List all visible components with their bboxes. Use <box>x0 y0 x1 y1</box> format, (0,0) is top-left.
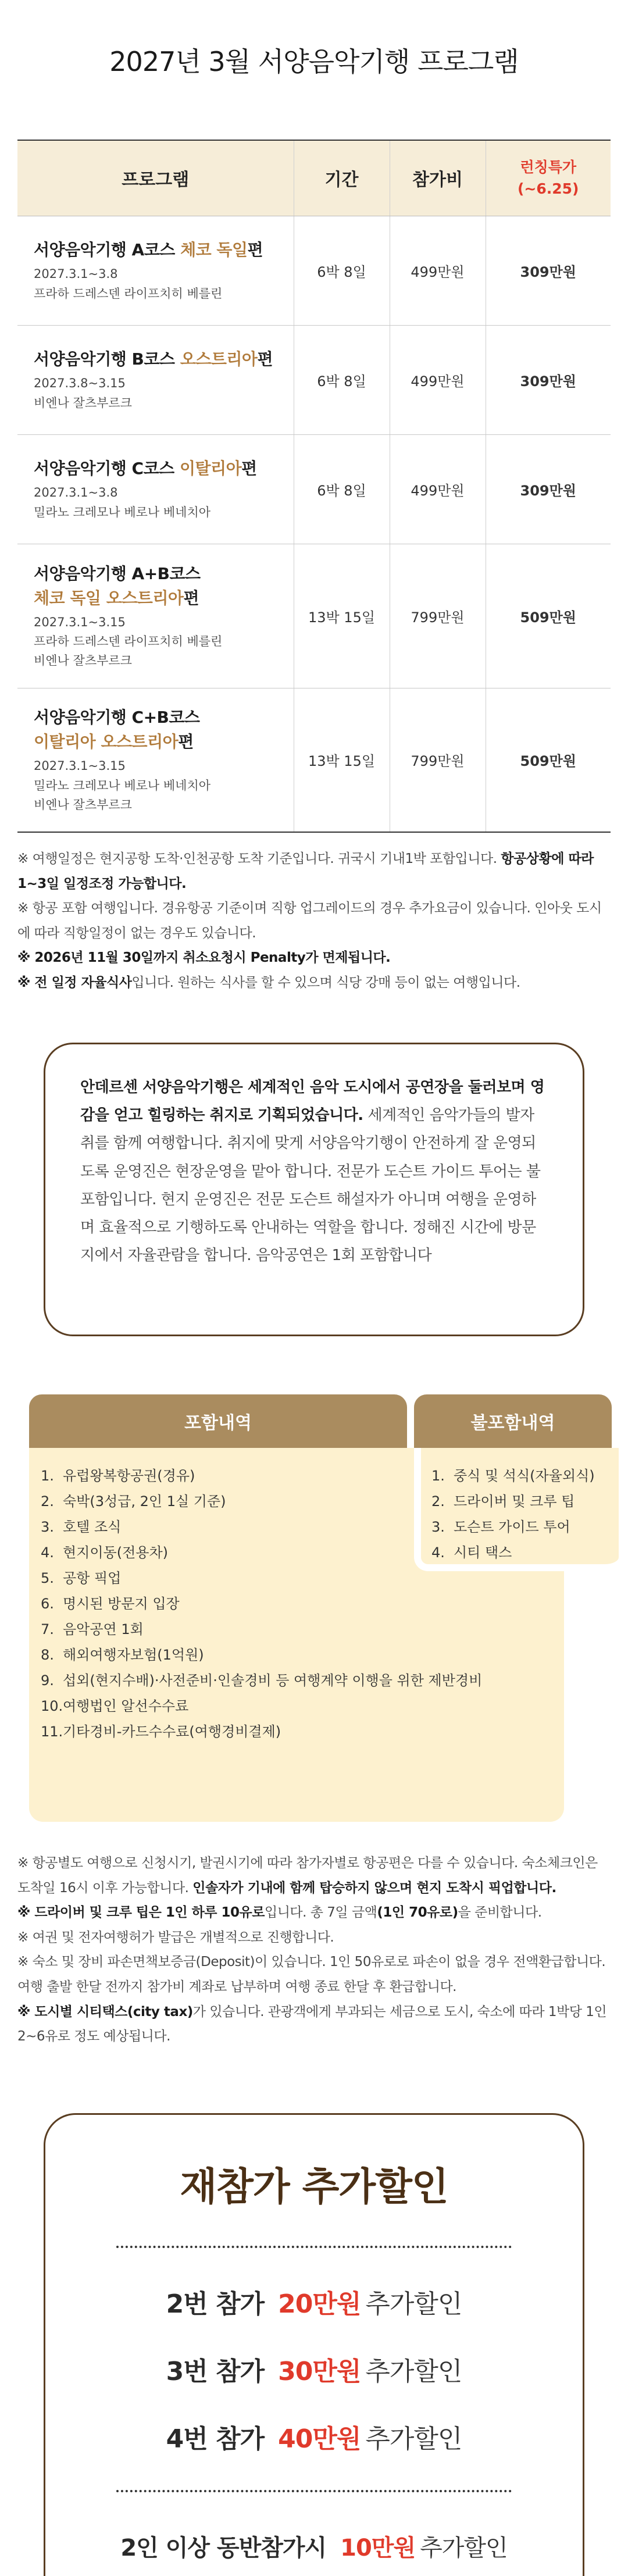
list-item-number: 9. <box>41 1672 54 1689</box>
included-title: 포함내역 <box>29 1394 407 1448</box>
program-name-suffix: 편 <box>257 349 273 369</box>
special-price-cell: 309만원 <box>486 434 611 544</box>
list-item-number: 10. <box>41 1698 63 1715</box>
fee-cell: 799만원 <box>390 688 486 832</box>
table-row <box>17 688 611 832</box>
program-date: 2027.3.1~3.8 <box>34 485 118 499</box>
discount-label: 3번 참가 <box>166 2356 265 2386</box>
note-bold: ※ 전 일정 자율식사 <box>17 975 132 990</box>
program-name-prefix: 서양음악기행 B코스 <box>34 349 180 369</box>
list-item-number: 3. <box>431 1519 445 1536</box>
note-bold: ※ 드라이버 및 크루 팁은 1인 하루 10유로 <box>17 1905 265 1921</box>
intro-bold: 안데르센 서양음악기행은 세계적인 음악 도시에서 공연장을 둘러보며 영감을 얻고 힐링하는 취지로 기획되었습니다. <box>80 1079 545 1125</box>
discount-tail: 추가할인 <box>365 2289 462 2319</box>
list-item-number: 4. <box>431 1544 445 1561</box>
list-item <box>41 1693 482 1719</box>
period-cell: 6박 8일 <box>294 216 390 325</box>
list-item-number: 5. <box>41 1570 54 1587</box>
list-item-number: 6. <box>41 1596 54 1612</box>
program-date: 2027.3.8~3.15 <box>34 376 126 390</box>
note-text: 입니다. 총 7일 금액 <box>264 1905 377 1921</box>
list-item <box>41 1591 482 1617</box>
header-special-deadline: (~6.25) <box>518 180 579 198</box>
list-item <box>41 1617 482 1642</box>
program-name <box>34 238 294 262</box>
rejoin-title: 재참가 추가할인 <box>180 2164 448 2209</box>
program-cell <box>17 688 294 832</box>
period-cell: 6박 8일 <box>294 325 390 434</box>
note-flight: ※ 항공 포함 여행입니다. 경유항공 기준이며 직항 업그레이드의 경우 추가요금이 있습니다. 인아웃 도시에 따라 직항일정이 없는 경우도 있습니다. <box>17 901 602 941</box>
list-item-text: 섭외(현지수배)·사전준비·인솔경비 등 여행계약 이행을 위한 제반경비 <box>63 1672 483 1689</box>
list-item-number: 8. <box>41 1647 54 1664</box>
discount-tail: 추가할인 <box>365 2356 462 2386</box>
excluded-title: 불포함내역 <box>414 1394 612 1448</box>
note-text: ※ 여행일정은 현지공항 도착·인천공항 도착 기준입니다. 귀국시 기내1박 포함입니다. <box>17 851 501 866</box>
special-price-cell: 509만원 <box>486 544 611 688</box>
list-item <box>41 1489 482 1514</box>
list-item <box>41 1565 482 1591</box>
list-item <box>431 1514 595 1540</box>
program-cell <box>17 325 294 434</box>
note-text: 을 준비합니다. <box>458 1905 542 1921</box>
fee-cell: 499만원 <box>390 325 486 434</box>
list-item-number: 3. <box>41 1519 54 1536</box>
list-item-number: 2. <box>431 1493 445 1510</box>
program-cities: 비엔나 잘츠부르크 <box>34 797 132 812</box>
list-item <box>41 1668 482 1693</box>
list-item <box>41 1719 482 1744</box>
header-fee: 참가비 <box>390 140 486 216</box>
program-name-line1: 서양음악기행 A+B코스 <box>34 563 201 583</box>
program-cities: 비엔나 잘츠부르크 <box>34 653 132 668</box>
program-cities: 프라하 드레스덴 라이프치히 베를린 <box>34 634 223 649</box>
note-text: 가 있습니다. 관광객에게 부과되는 세금으로 도시, 숙소에 따라 1박당 1인 2~6유로 정도 예상됩니다. <box>17 2004 607 2045</box>
note-passport: ※ 여권 및 전자여행허가 발급은 개별적으로 진행합니다. <box>17 1929 334 1945</box>
discount-tail: 추가할인 <box>365 2424 462 2454</box>
list-item <box>431 1463 595 1489</box>
note-bold: ※ 2026년 11월 30일까지 취소요청시 Penalty가 면제됩니다. <box>17 950 391 966</box>
list-item-text: 해외여행자보험(1억원) <box>63 1647 204 1664</box>
list-item-number: 1. <box>431 1468 445 1485</box>
program-name-line1: 서양음악기행 C+B코스 <box>34 708 200 727</box>
fee-cell: 799만원 <box>390 544 486 688</box>
list-item-text: 중식 및 석식(자율외식) <box>454 1468 595 1485</box>
list-item-text: 숙박(3성급, 2인 1실 기준) <box>63 1493 226 1510</box>
program-table <box>17 140 611 833</box>
list-item <box>41 1642 482 1668</box>
discount-tail: 추가할인 <box>420 2534 508 2561</box>
discount-label: 2번 참가 <box>166 2289 265 2319</box>
program-name-highlight: 이탈리아 <box>179 458 242 478</box>
list-item-text: 도슨트 가이드 투어 <box>454 1519 570 1536</box>
program-name-suffix: 편 <box>183 588 199 608</box>
discount-label: 2인 이상 동반참가시 <box>120 2534 327 2561</box>
program-name <box>34 586 294 611</box>
list-item-text: 명시된 방문지 입장 <box>63 1596 180 1612</box>
table-row <box>17 325 611 434</box>
program-name-suffix: 편 <box>241 458 257 478</box>
list-item-text: 호텔 조식 <box>63 1519 122 1536</box>
note-bold: 항공상황에 따라 1~3일 일정조정 가능합니다. <box>17 851 594 891</box>
dotted-divider <box>116 2246 512 2248</box>
program-name-highlight: 체코 독일 <box>180 240 248 259</box>
list-item-number: 11. <box>41 1724 63 1740</box>
discount-amount: 20만원 <box>278 2289 361 2319</box>
list-item-number: 7. <box>41 1621 54 1638</box>
period-cell: 6박 8일 <box>294 434 390 544</box>
list-item-number: 4. <box>41 1544 54 1561</box>
header-special-label: 런칭특가 <box>520 158 577 176</box>
program-name-highlight: 이탈리아 오스트리아 <box>34 732 179 752</box>
list-item <box>41 1540 482 1565</box>
program-name <box>34 730 294 754</box>
discount-amount: 40만원 <box>278 2424 361 2454</box>
note-bold: (1인 70유로) <box>377 1905 458 1921</box>
special-price-cell: 309만원 <box>486 216 611 325</box>
note-bold: 인솔자가 기내에 함께 탑승하지 않으며 현지 도착시 픽업합니다. <box>192 1880 556 1896</box>
list-item-text: 여행법인 알선수수료 <box>63 1698 189 1715</box>
program-date: 2027.3.1~3.15 <box>34 615 126 629</box>
table-row <box>17 216 611 325</box>
program-name <box>34 347 294 372</box>
program-date: 2027.3.1~3.8 <box>34 266 118 281</box>
period-cell: 13박 15일 <box>294 544 390 688</box>
discount-row <box>45 2418 583 2455</box>
header-program: 프로그램 <box>17 140 294 216</box>
list-item <box>431 1540 595 1565</box>
list-item-text: 시티 택스 <box>454 1544 512 1561</box>
note-bold: ※ 도시별 시티택스(city tax) <box>17 2004 193 2020</box>
note-tips <box>17 1900 611 1925</box>
list-item <box>431 1489 595 1514</box>
list-item-text: 현지이동(전용차) <box>63 1544 169 1561</box>
inclusions-section <box>0 1394 628 1822</box>
list-item-text: 공항 픽업 <box>63 1570 122 1587</box>
table-row <box>17 544 611 688</box>
note-text: 입니다. 원하는 식사를 할 수 있으며 식당 강매 등이 없는 여행입니다. <box>131 975 520 990</box>
list-item <box>41 1514 482 1540</box>
list-item-number: 1. <box>41 1468 54 1485</box>
program-name-prefix: 서양음악기행 C코스 <box>34 458 180 478</box>
program-cities: 밀라노 크레모나 베로나 베네치아 <box>34 505 211 519</box>
fee-cell: 499만원 <box>390 216 486 325</box>
table-header-row <box>17 140 611 216</box>
note-text: ※ 항공별도 여행으로 신청시기, 발권시기에 따라 참가자별로 항공편은 다를 수 있습니다. 숙소체크인은 도착일 16시 이후 가능합니다. <box>17 1856 598 1896</box>
group-discount-row <box>45 2529 583 2563</box>
discount-row <box>45 2283 583 2320</box>
page-title: 2027년 3월 서양음악기행 프로그램 <box>109 46 519 77</box>
note-deposit: ※ 숙소 및 장비 파손면책보증금(Deposit)이 있습니다. 1인 50유로로 파손이 없을 경우 전액환급합니다. 여행 출발 한달 전까지 참가비 계좌로 납부하며 여행 종료 한달 후 환급합니다. <box>17 1954 606 1995</box>
discount-row <box>45 2350 583 2388</box>
program-name-prefix: 서양음악기행 A코스 <box>34 240 181 259</box>
list-item-text: 드라이버 및 크루 팁 <box>454 1493 575 1510</box>
program-cities: 프라하 드레스덴 라이프치히 베를린 <box>34 286 223 301</box>
note-cancel <box>17 946 611 971</box>
list-item <box>41 1463 482 1489</box>
table-row <box>17 434 611 544</box>
excluded-list <box>431 1463 595 1565</box>
note-schedule <box>17 847 611 896</box>
program-name-suffix: 편 <box>178 732 194 752</box>
program-date: 2027.3.1~3.15 <box>34 759 126 773</box>
list-item-text: 음악공연 1회 <box>63 1621 144 1638</box>
program-name-highlight: 오스트리아 <box>180 349 258 369</box>
additional-notes <box>17 1851 611 2049</box>
program-cell <box>17 434 294 544</box>
travel-notes <box>17 847 611 995</box>
list-item-number: 2. <box>41 1493 54 1510</box>
rejoin-discount-box <box>44 2113 584 2576</box>
program-cell <box>17 216 294 325</box>
special-price-cell: 309만원 <box>486 325 611 434</box>
period-cell: 13박 15일 <box>294 688 390 832</box>
header-period: 기간 <box>294 140 390 216</box>
included-list <box>41 1463 482 1744</box>
program-cell <box>17 544 294 688</box>
note-airline <box>17 1851 611 1900</box>
dotted-divider <box>116 2490 512 2492</box>
program-cities: 비엔나 잘츠부르크 <box>34 395 132 410</box>
intro-box <box>44 1043 584 1336</box>
program-name <box>34 456 294 481</box>
note-meals <box>17 971 611 996</box>
discount-amount: 10만원 <box>340 2534 416 2561</box>
discount-amount: 30만원 <box>278 2356 361 2386</box>
fee-cell: 499만원 <box>390 434 486 544</box>
program-name-suffix: 편 <box>247 240 263 259</box>
note-city-tax <box>17 2000 611 2049</box>
special-price-cell: 509만원 <box>486 688 611 832</box>
discount-label: 4번 참가 <box>166 2424 265 2454</box>
intro-text: 세계적인 음악가들의 발자취를 함께 여행합니다. 취지에 맞게 서양음악기행이 안전하게 잘 운영되도록 운영진은 현장운영을 맡아 합니다. 전문가 도슨트 가이드 투어는 불포함입니다. 현지 운영진은 전문 도슨트 해설자가 아니며 여행을 운영하며 효율적으로 기행하도록 안내하는 역할을 합니다. 정해진 시간에 방문지에서 자율관람을 합니다. 음악공연은 1회 포함합니다 <box>80 1107 541 1264</box>
program-cities: 밀라노 크레모나 베로나 베네치아 <box>34 779 211 793</box>
list-item-text: 유럽왕복항공권(경유) <box>63 1468 195 1485</box>
program-name-highlight: 체코 독일 오스트리아 <box>34 588 184 608</box>
header-special-price <box>486 140 611 216</box>
list-item-text: 기타경비-카드수수료(여행경비결제) <box>63 1724 281 1740</box>
